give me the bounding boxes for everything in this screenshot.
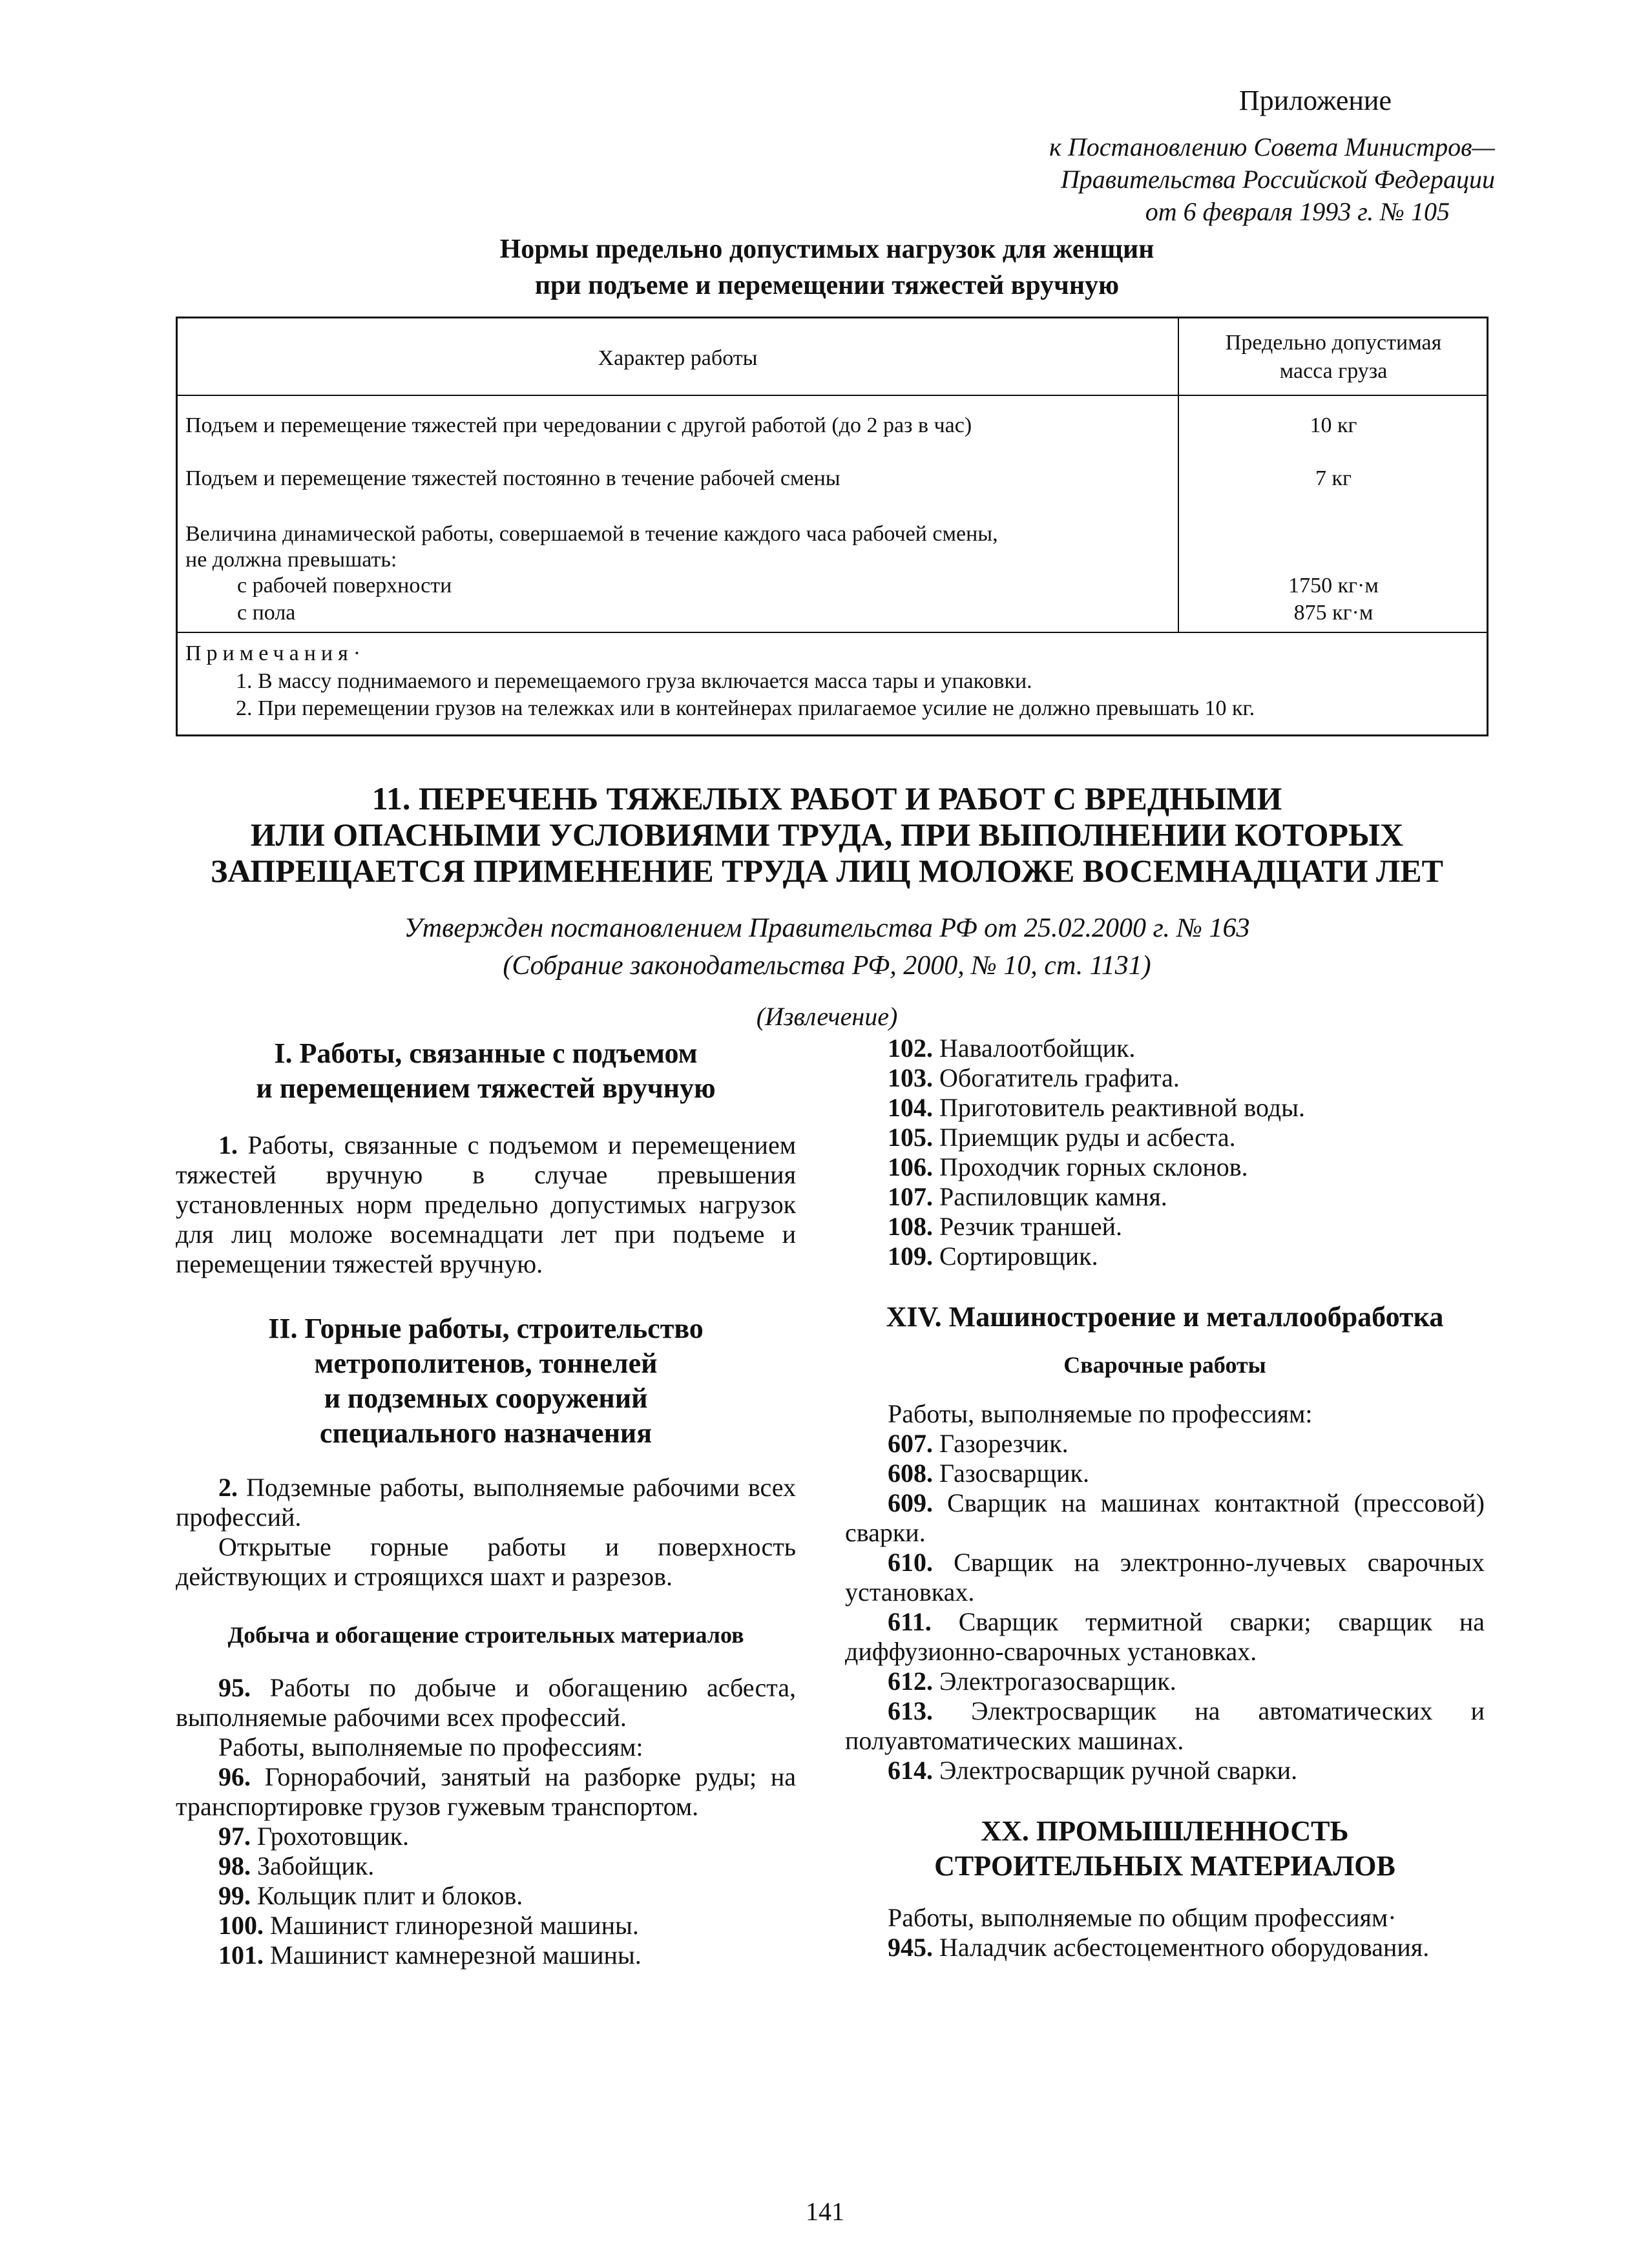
list-item: 100. Машинист глинорезной машины. [218,1911,639,1940]
page-number: 141 [806,2197,844,2226]
list-item: 104. Приготовитель реактивной воды. [888,1093,1306,1122]
paragraph: Работы, выполняемые по общим профессиям· [888,1903,1397,1932]
table-floor-value: 875 кг·м [1293,601,1373,625]
table-notes-heading: Примечания· [185,641,366,665]
table-note: 1. В массу поднимаемого и перемещаемого груза включается масса тары и упаковки. [236,669,1032,693]
list-item: 108. Резчик траншей. [888,1212,1123,1241]
list-item: 945. Наладчик асбестоцементного оборудования. [888,1933,1430,1962]
norms-title-line: Нормы предельно допустимых нагрузок для женщин [499,234,1154,264]
subsection-heading: Добыча и обогащение строительных материалов [227,1622,744,1648]
section-heading: XIV. Машиностроение и металлообработка [886,1301,1444,1333]
approval-note [178,910,1476,984]
list-item: 106. Проходчик горных склонов. [888,1152,1248,1181]
list-item: 96. Горнорабочий, занятый на разборке руды; на транспортировке грузов гужевым транспортом. [176,1762,797,1821]
norms-title [178,231,1476,304]
section-heading: II. Горные работы, строительство метрополитенов, тоннелей и подземных сооружений специального назначения [268,1313,704,1449]
approval-line: (Собрание законодательства РФ, 2000, № 10, ст. 1131) [503,951,1151,981]
table-row-value: 7 кг [1315,466,1352,490]
main-title-line: ЗАПРЕЩАЕТСЯ ПРИМЕНЕНИЕ ТРУДА ЛИЦ МОЛОЖЕ ВОСЕМНАДЦАТИ ЛЕТ [210,853,1444,889]
main-title-line: ИЛИ ОПАСНЫМИ УСЛОВИЯМИ ТРУДА, ПРИ ВЫПОЛНЕНИИ КОТОРЫХ [250,817,1404,853]
list-item: 610. Сварщик на электронно-лучевых сварочных установках. [845,1548,1485,1607]
left-column [176,1034,796,1970]
list-item: 1. Работы, связанные с подъемом и перемещением тяжестей вручную в случае превышения установленных норм предельно допустимых нагрузок для лиц моложе восемнадцати лет при подъеме и перемещении тяжестей вручную. [176,1130,797,1278]
table-surface-label: с рабочей поверхности [237,574,452,598]
list-item: 607. Газорезчик. [888,1429,1069,1458]
table-row-value: 10 кг [1310,413,1357,437]
main-title-line: 11. ПЕРЕЧЕНЬ ТЯЖЕЛЫХ РАБОТ И РАБОТ С ВРЕДНЫМИ [371,780,1282,817]
table-dynamic-line: не должна превышать: [185,548,397,572]
list-item: 105. Приемщик руды и асбеста. [888,1123,1236,1152]
list-item: 613. Электросварщик на автоматических и полуавтоматических машинах. [845,1696,1485,1755]
appendix-line: Правительства Российской Федерации [1060,165,1495,194]
list-item: 95. Работы по добыче и обогащению асбеста, выполняемые рабочими всех профессий. [176,1673,796,1732]
list-item: 98. Забойщик. [218,1851,375,1880]
list-item: 612. Электрогазосварщик. [888,1667,1176,1696]
list-item: 97. Грохотовщик. [218,1822,410,1851]
paragraph: Работы, выполняемые по профессиям: [888,1399,1313,1428]
list-item: 103. Обогатитель графита. [888,1063,1180,1092]
right-column [845,1034,1485,1962]
section-heading: XX. ПРОМЫШЛЕННОСТЬ СТРОИТЕЛЬНЫХ МАТЕРИАЛОВ [934,1815,1395,1882]
paragraph: Работы, выполняемые по профессиям: [218,1732,643,1762]
section-heading: I. Работы, связанные с подъемом и перемещением тяжестей вручную [256,1037,716,1104]
list-item: 99. Кольщик плит и блоков. [218,1881,523,1910]
table-notes-divider [178,632,1487,633]
list-item: 608. Газосварщик. [888,1459,1089,1488]
list-item: 109. Сортировщик. [888,1242,1098,1271]
table-surface-value: 1750 кг·м [1288,574,1379,598]
main-section-title [178,780,1476,889]
list-item: 609. Сварщик на машинах контактной (прессовой) сварки. [845,1488,1485,1547]
list-item: 101. Машинист камнерезной машины. [218,1940,642,1970]
table-header-mass: Предельно допустимая масса груза [1225,331,1442,383]
table-note: 2. При перемещении грузов на тележках или в контейнерах прилагаемое усилие не должно превышать 10 кг. [236,696,1255,720]
appendix-line: к Постановлению Совета Министров— [1049,132,1495,161]
appendix-header [1049,84,1495,228]
extract-label: (Извлечение) [756,1002,898,1031]
list-item: 107. Распиловщик камня. [888,1182,1167,1211]
appendix-line: от 6 февраля 1993 г. № 105 [1145,197,1450,226]
table-header-work: Характер работы [598,346,758,370]
table-dynamic-line: Величина динамической работы, совершаемой в течение каждого часа рабочей смены, [185,522,998,546]
table-row-text: Подъем и перемещение тяжестей постоянно в течение рабочей смены [185,466,841,490]
table-row-text: Подъем и перемещение тяжестей при чередовании с другой работой (до 2 раз в час) [185,413,972,437]
table-header-divider [178,395,1487,396]
subsection-heading: Сварочные работы [1063,1352,1266,1378]
table-floor-label: с пола [237,601,296,625]
paragraph: Открытые горные работы и поверхность действующих и строящихся шахт и разрезов. [176,1532,796,1591]
appendix-title: Приложение [1238,85,1392,116]
norms-title-line: при подъеме и перемещении тяжестей вручную [534,271,1120,300]
list-item: 102. Навалоотбойщик. [888,1034,1136,1063]
norms-table [176,317,1488,736]
list-item: 614. Электросварщик ручной сварки. [888,1756,1298,1785]
approval-line: Утвержден постановлением Правительства РФ от 25.02.2000 г. № 163 [404,913,1250,943]
list-item: 611. Сварщик термитной сварки; сварщик на диффузионно-сварочных установках. [845,1607,1485,1666]
list-item: 2. Подземные работы, выполняемые рабочими всех профессий. [176,1473,796,1532]
